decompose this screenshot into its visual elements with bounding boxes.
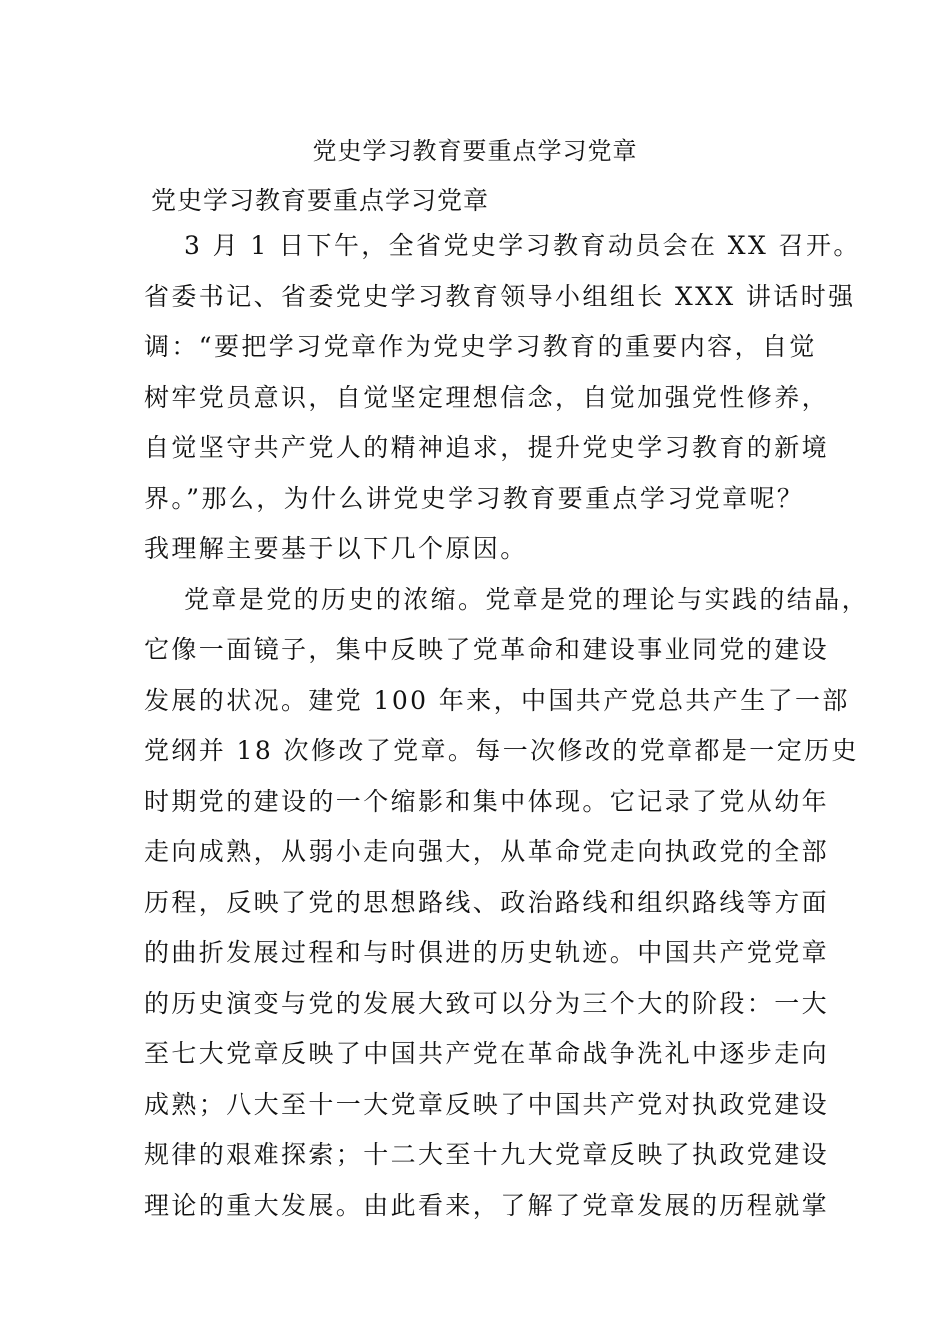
paragraph-2-line-6: 走向成熟，从弱小走向强大，从革命党走向执政党的全部: [144, 837, 830, 866]
paragraph-2-line-7: 历程，反映了党的思想路线、政治路线和组织路线等方面: [144, 888, 830, 917]
paragraph-2-line-12: 规律的艰难探索；十二大至十九大党章反映了执政党建设: [144, 1140, 830, 1169]
paragraph-1-line-5: 自觉坚守共产党人的精神追求，提升党史学习教育的新境: [144, 433, 830, 462]
paragraph-1-line-6: 界。”那么，为什么讲党史学习教育要重点学习党章呢？: [144, 484, 805, 513]
paragraph-1-line-4: 树牢党员意识，自觉坚定理想信念，自觉加强党性修养，: [144, 383, 830, 412]
paragraph-1-line-7: 我理解主要基于以下几个原因。: [144, 534, 528, 563]
paragraph-1-line-3: 调：“要把学习党章作为党史学习教育的重要内容，自觉: [144, 332, 817, 361]
paragraph-2-line-2: 它像一面镜子，集中反映了党革命和建设事业同党的建设: [144, 635, 830, 664]
paragraph-2-line-8: 的曲折发展过程和与时俱进的历史轨迹。中国共产党党章: [144, 938, 830, 967]
paragraph-2-line-3: 发展的状况。建党 100 年来，中国共产党总共产生了一部: [144, 686, 850, 715]
paragraph-1-line-2: 省委书记、省委党史学习教育领导小组组长 XXX 讲话时强: [144, 282, 856, 311]
paragraph-2-line-11: 成熟；八大至十一大党章反映了中国共产党对执政党建设: [144, 1090, 830, 1119]
paragraph-1-line-1: 3 月 1 日下午，全省党史学习教育动员会在 XX 召开。: [184, 231, 861, 260]
document-subtitle: 党史学习教育要重点学习党章: [151, 186, 490, 215]
paragraph-2-line-9: 的历史演变与党的发展大致可以分为三个大的阶段：一大: [144, 989, 830, 1018]
paragraph-2-line-13: 理论的重大发展。由此看来，了解了党章发展的历程就掌: [144, 1191, 830, 1220]
paragraph-2-line-5: 时期党的建设的一个缩影和集中体现。它记录了党从幼年: [144, 787, 830, 816]
paragraph-2-line-10: 至七大党章反映了中国共产党在革命战争洗礼中逐步走向: [144, 1039, 830, 1068]
document-title: 党史学习教育要重点学习党章: [312, 137, 638, 165]
paragraph-2-line-4: 党纲并 18 次修改了党章。每一次修改的党章都是一定历史: [144, 736, 859, 765]
paragraph-2-line-1: 党章是党的历史的浓缩。党章是党的理论与实践的结晶，: [184, 585, 870, 614]
